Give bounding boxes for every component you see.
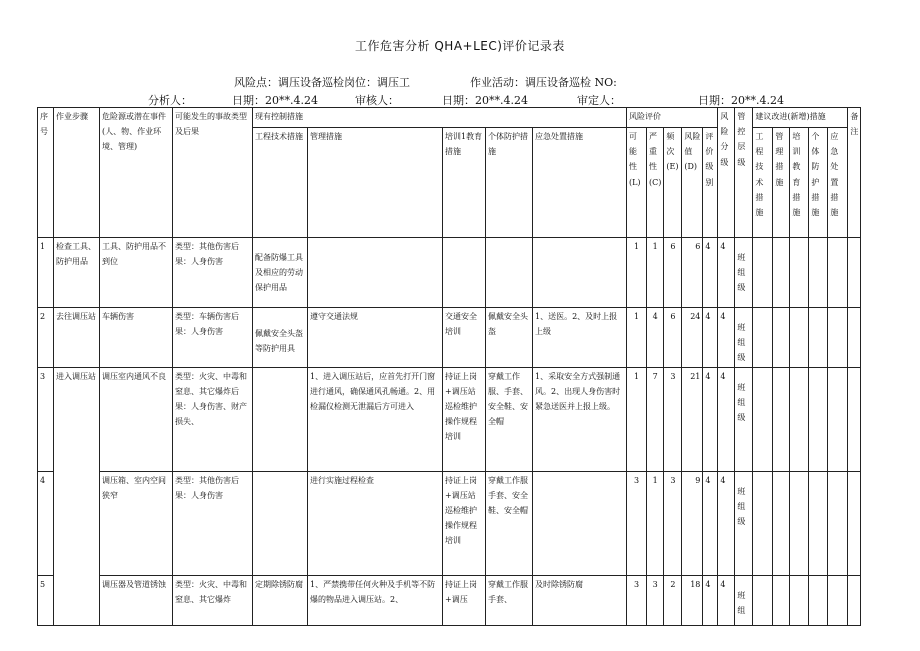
header-existing-controls: 现有控制措施 xyxy=(253,108,627,128)
risk-point-label: 风险点：调压设备巡检岗位：调压工 xyxy=(234,76,410,89)
row-eval: 4 xyxy=(703,238,718,308)
table-row xyxy=(38,575,861,625)
row-D: 24 xyxy=(682,308,703,368)
improve-cell xyxy=(753,308,773,368)
row-S: 4 xyxy=(647,308,664,368)
row-S: 3 xyxy=(647,575,664,625)
row-eval: 4 xyxy=(703,308,718,368)
header-improve: 建议改进(新增)措施 xyxy=(753,108,848,128)
remark-cell xyxy=(848,471,861,575)
row-E: 3 xyxy=(664,367,682,471)
row-E: 6 xyxy=(664,308,682,368)
row-emergency xyxy=(533,238,627,308)
improve-cell xyxy=(773,575,790,625)
row-eng: 配备防爆工具及相应的劳动保护用品 xyxy=(253,238,308,308)
row-ppe: 穿戴工作服手套、 xyxy=(486,575,533,625)
table-row xyxy=(38,471,861,575)
improve-cell xyxy=(753,471,773,575)
row-eng xyxy=(253,367,308,471)
improve-cell xyxy=(773,308,790,368)
header-L: 可能性(L) xyxy=(627,128,647,238)
improve-cell xyxy=(753,575,773,625)
header-ctrl-level: 管控层级 xyxy=(735,108,753,238)
row-step: 进入调压站 xyxy=(54,367,100,625)
row-training: 持证上岗+调压 xyxy=(443,575,486,625)
header-eval-level: 评价级别 xyxy=(703,128,718,238)
row-E: 6 xyxy=(664,238,682,308)
row-hazard: 工具、防护用品不到位 xyxy=(100,238,173,308)
row-S: 1 xyxy=(647,471,664,575)
row-risk: 4 xyxy=(718,308,735,368)
date-1: 日期：20**.4.24 xyxy=(232,94,318,107)
header-eng: 工程技术措施 xyxy=(253,128,308,238)
improve-cell xyxy=(809,238,828,308)
header-risk-eval: 风险评价 xyxy=(627,108,718,128)
row-ctrl: 班组 xyxy=(735,575,753,625)
header-imp-ppe: 个体防护措施 xyxy=(809,128,828,238)
row-ppe: 佩戴安全头盔 xyxy=(486,308,533,368)
header-E: 频次(E) xyxy=(664,128,682,238)
row-mgmt: 1、严禁携带任何火种及手机等不防爆的物品进入调压站。2、 xyxy=(308,575,443,625)
header-imp-emerg: 应急处置措施 xyxy=(828,128,848,238)
row-ctrl: 班组级 xyxy=(735,367,753,471)
header-step: 作业步骤 xyxy=(54,108,100,238)
header-ppe: 个体防护措施 xyxy=(486,128,533,238)
date-2: 日期：20**.4.24 xyxy=(442,94,528,107)
table-row xyxy=(38,367,861,471)
activity-label: 作业活动：调压设备巡检 NO: xyxy=(470,76,617,89)
improve-cell xyxy=(828,238,848,308)
row-training xyxy=(443,238,486,308)
row-ppe: 穿戴工作服手套、安全鞋、安全帽 xyxy=(486,471,533,575)
improve-cell xyxy=(790,308,809,368)
row-emergency: 1、采取安全方式强制通风。2、出现人身伤害时紧急送医并上报上级。 xyxy=(533,367,627,471)
row-ctrl: 班组级 xyxy=(735,471,753,575)
header-training: 培训1教育措施 xyxy=(443,128,486,238)
row-training: 交通安全培训 xyxy=(443,308,486,368)
row-emergency xyxy=(533,471,627,575)
row-eval: 4 xyxy=(703,575,718,625)
header-imp-eng: 工程技术措施 xyxy=(753,128,773,238)
row-emergency: 及时除锈防腐 xyxy=(533,575,627,625)
header-mgmt: 管理措施 xyxy=(308,128,443,238)
improve-cell xyxy=(773,367,790,471)
table-row xyxy=(38,308,861,368)
remark-cell xyxy=(848,367,861,471)
row-consequence: 类型：车辆伤害后果：人身伤害 xyxy=(173,308,253,368)
row-mgmt: 遵守交通法规 xyxy=(308,308,443,368)
row-L: 3 xyxy=(627,471,647,575)
header-imp-train: 培训教育措施 xyxy=(790,128,809,238)
row-ppe: 穿戴工作服、手套、安全鞋、安全帽 xyxy=(486,367,533,471)
header-hazard: 危险源或潜在事件(人、物、作业环境、管理) xyxy=(100,108,173,238)
date-3: 日期：20**.4.24 xyxy=(698,94,784,107)
row-L: 3 xyxy=(627,575,647,625)
improve-cell xyxy=(790,367,809,471)
row-D: 9 xyxy=(682,471,703,575)
improve-cell xyxy=(790,238,809,308)
row-eval: 4 xyxy=(703,367,718,471)
row-hazard: 车辆伤害 xyxy=(100,308,173,368)
row-emergency: 1、送医。2、及时上报上级 xyxy=(533,308,627,368)
row-number: 3 xyxy=(38,367,54,471)
improve-cell xyxy=(828,308,848,368)
row-hazard: 调压器及管道锈蚀 xyxy=(100,575,173,625)
improve-cell xyxy=(809,308,828,368)
row-E: 3 xyxy=(664,471,682,575)
improve-cell xyxy=(790,575,809,625)
row-risk: 4 xyxy=(718,367,735,471)
remark-cell xyxy=(848,308,861,368)
improve-cell xyxy=(773,471,790,575)
row-mgmt xyxy=(308,238,443,308)
row-ctrl: 班组级 xyxy=(735,238,753,308)
improve-cell xyxy=(828,367,848,471)
row-number: 2 xyxy=(38,308,54,368)
row-eval: 4 xyxy=(703,471,718,575)
row-number: 5 xyxy=(38,575,54,625)
row-L: 1 xyxy=(627,367,647,471)
improve-cell xyxy=(809,367,828,471)
improve-cell xyxy=(828,471,848,575)
remark-cell xyxy=(848,575,861,625)
header-D: 风险值(D) xyxy=(682,128,703,238)
row-hazard: 调压箱、室内空间狭窄 xyxy=(100,471,173,575)
row-eng: 佩戴安全头盔等防护用具 xyxy=(253,308,308,368)
page-title: 工作危害分析 QHA+LEC)评价记录表 xyxy=(355,39,565,53)
row-D: 6 xyxy=(682,238,703,308)
row-consequence: 类型：其他伤害后果：人身伤害 xyxy=(173,471,253,575)
row-step: 去往调压站 xyxy=(54,308,100,368)
header-S: 严重性(C) xyxy=(647,128,664,238)
row-mgmt: 1、进入调压站后，应首先打开门窗进行通风，确保通风孔畅通。2、用检漏仪检测无泄漏后方可进入 xyxy=(308,367,443,471)
row-S: 7 xyxy=(647,367,664,471)
row-training: 持证上岗+调压站巡检维护操作规程培训 xyxy=(443,471,486,575)
row-consequence: 类型：火灾、中毒和窒息、其它爆炸后果：人身伤害、财产损失、 xyxy=(173,367,253,471)
row-eng: 定期除锈防腐 xyxy=(253,575,308,625)
assessment-table xyxy=(37,107,861,626)
header-remark: 备注 xyxy=(848,108,861,238)
header-imp-mgmt: 管理措施 xyxy=(773,128,790,238)
header-consequence: 可能发生的事故类型及后果 xyxy=(173,108,253,238)
row-mgmt: 进行实施过程检查 xyxy=(308,471,443,575)
reviewer-label: 审核人： xyxy=(355,94,399,107)
table-row xyxy=(38,238,861,308)
improve-cell xyxy=(828,575,848,625)
row-E: 2 xyxy=(664,575,682,625)
row-consequence: 类型：其他伤害后果：人身伤害 xyxy=(173,238,253,308)
row-L: 1 xyxy=(627,308,647,368)
row-risk: 4 xyxy=(718,471,735,575)
improve-cell xyxy=(753,367,773,471)
improve-cell xyxy=(809,471,828,575)
header-risk-level: 风险分级 xyxy=(718,108,735,238)
row-S: 1 xyxy=(647,238,664,308)
row-eng xyxy=(253,471,308,575)
row-L: 1 xyxy=(627,238,647,308)
improve-cell xyxy=(790,471,809,575)
row-number: 1 xyxy=(38,238,54,308)
row-risk: 4 xyxy=(718,238,735,308)
row-ppe xyxy=(486,238,533,308)
row-risk: 4 xyxy=(718,575,735,625)
row-number: 4 xyxy=(38,471,54,575)
row-consequence: 类型：火灾、中毒和窒息、其它爆炸 xyxy=(173,575,253,625)
improve-cell xyxy=(809,575,828,625)
row-step: 检查工具、防护用品 xyxy=(54,238,100,308)
approver-label: 审定人： xyxy=(577,94,621,107)
row-hazard: 调压室内通风不良 xyxy=(100,367,173,471)
header-emergency: 应急处置措施 xyxy=(533,128,627,238)
row-ctrl: 班组级 xyxy=(735,308,753,368)
remark-cell xyxy=(848,238,861,308)
analyst-label: 分析人： xyxy=(148,94,192,107)
improve-cell xyxy=(753,238,773,308)
header-seq: 序号 xyxy=(38,108,54,238)
row-D: 21 xyxy=(682,367,703,471)
row-D: 18 xyxy=(682,575,703,625)
improve-cell xyxy=(773,238,790,308)
row-training: 持证上岗+调压站巡检维护操作规程培训 xyxy=(443,367,486,471)
